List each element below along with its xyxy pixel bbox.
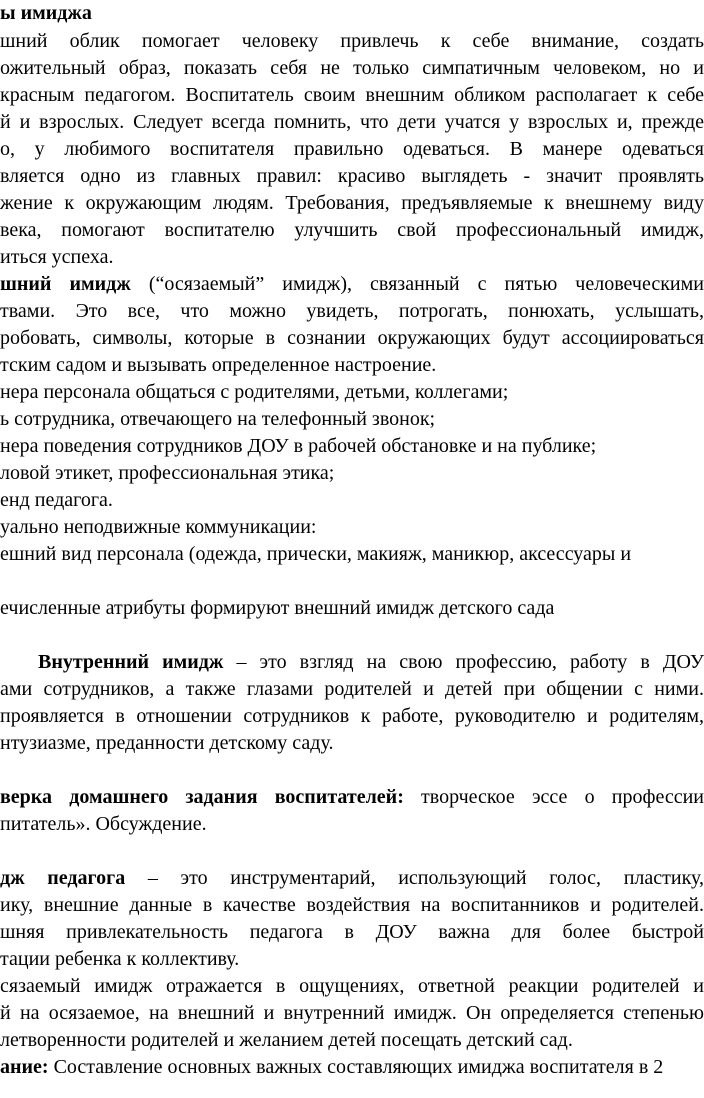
- text-line: о, у любимого воспитателя правильно одеваться. В манере одеваться: [0, 138, 704, 160]
- text-line: иться успеха.: [0, 246, 114, 268]
- text-line: й и взрослых. Следует всегда помнить, что дети учатся у взрослых и, прежде: [0, 111, 704, 133]
- text-line: проявляется в отношении сотрудников к работе, руководителю и родителям,: [0, 705, 704, 727]
- text-line: века, помогают воспитателю улучшить свой профессиональный имидж,: [0, 219, 704, 241]
- text-line: тации ребенка к коллективу.: [0, 948, 240, 970]
- text-line: сязаемый имидж отражается в ощущениях, ответной реакции родителей и: [0, 975, 704, 997]
- text-line: шний облик помогает человеку привлечь к себе внимание, создать: [0, 30, 704, 52]
- text-line-bold-lead: [0, 1054, 663, 1081]
- text-line: твами. Это все, что можно увидеть, потрогать, понюхать, услышать,: [0, 300, 704, 322]
- text-line: красным педагогом. Воспитатель своим внешним обликом располагает к себе: [0, 84, 704, 106]
- text-line: ами сотрудников, а также глазами родителей и детей при общении с ними.: [0, 678, 704, 700]
- heading-text: ы имиджа: [0, 2, 92, 24]
- text-line-bold-lead: [0, 784, 704, 811]
- text-line: летворенности родителей и желанием детей посещать детский сад.: [0, 1029, 573, 1051]
- list-item: уально неподвижные коммуникации:: [0, 516, 317, 538]
- line-rest: (“осязаемый” имидж), связанный с пятью человеческими: [130, 273, 704, 295]
- list-item: ь сотрудника, отвечающего на телефонный звонок;: [0, 408, 436, 430]
- bold-term: шний имидж: [0, 273, 131, 295]
- text-line-bold-lead: [0, 271, 704, 298]
- text-line: ику, внешние данные в качестве воздействия на воспитанников и родителей.: [0, 894, 704, 916]
- list-item: енд педагога.: [0, 489, 113, 511]
- text-line: робовать, символы, которые в сознании окружающих будут ассоциироваться: [0, 327, 704, 349]
- text-line: нтузиазме, преданности детскому саду.: [0, 732, 334, 754]
- list-item: ловой этикет, профессиональная этика;: [0, 462, 335, 484]
- text-line: ечисленные атрибуты формируют внешний имидж детского сада: [0, 597, 555, 619]
- bold-term: верка домашнего задания воспитателей:: [0, 786, 404, 808]
- text-line-bold-lead: [0, 865, 704, 892]
- bold-term: Внутренний имидж: [38, 651, 224, 673]
- text-line: жение к окружающим людям. Требования, предъявляемые к внешнему виду: [0, 192, 704, 214]
- list-item: нера персонала общаться с родителями, детьми, коллегами;: [0, 381, 509, 403]
- bold-term: дж педагога: [0, 867, 126, 889]
- line-rest: – это инструментарий, использующий голос, пластику,: [125, 867, 704, 889]
- text-line: ожительный образ, показать себя не только симпатичным человеком, но и: [0, 57, 704, 79]
- list-item: нера поведения сотрудников ДОУ в рабочей обстановке и на публике;: [0, 435, 597, 457]
- text-line: тским садом и вызывать определенное настроение.: [0, 354, 437, 376]
- line-rest: – это взгляд на свою профессию, работу в ДОУ: [223, 651, 704, 673]
- text-line: й на осязаемое, на внешний и внутренний имидж. Он определяется степенью: [0, 1002, 704, 1024]
- text-line-bold-lead: [0, 649, 704, 676]
- bold-term: ание:: [0, 1056, 49, 1078]
- text-line: шняя привлекательность педагога в ДОУ важна для более быстрой: [0, 921, 704, 943]
- list-item: ешний вид персонала (одежда, прически, макияж, маникюр, аксессуары и: [0, 543, 632, 565]
- heading-line: [0, 0, 92, 27]
- text-line: питатель». Обсуждение.: [0, 813, 207, 835]
- text-line: вляется одно из главных правил: красиво выглядеть - значит проявлять: [0, 165, 704, 187]
- line-rest: творческое эссе о профессии: [403, 786, 704, 808]
- line-rest: Составление основных важных составляющих имиджа воспитателя в 2: [48, 1056, 664, 1078]
